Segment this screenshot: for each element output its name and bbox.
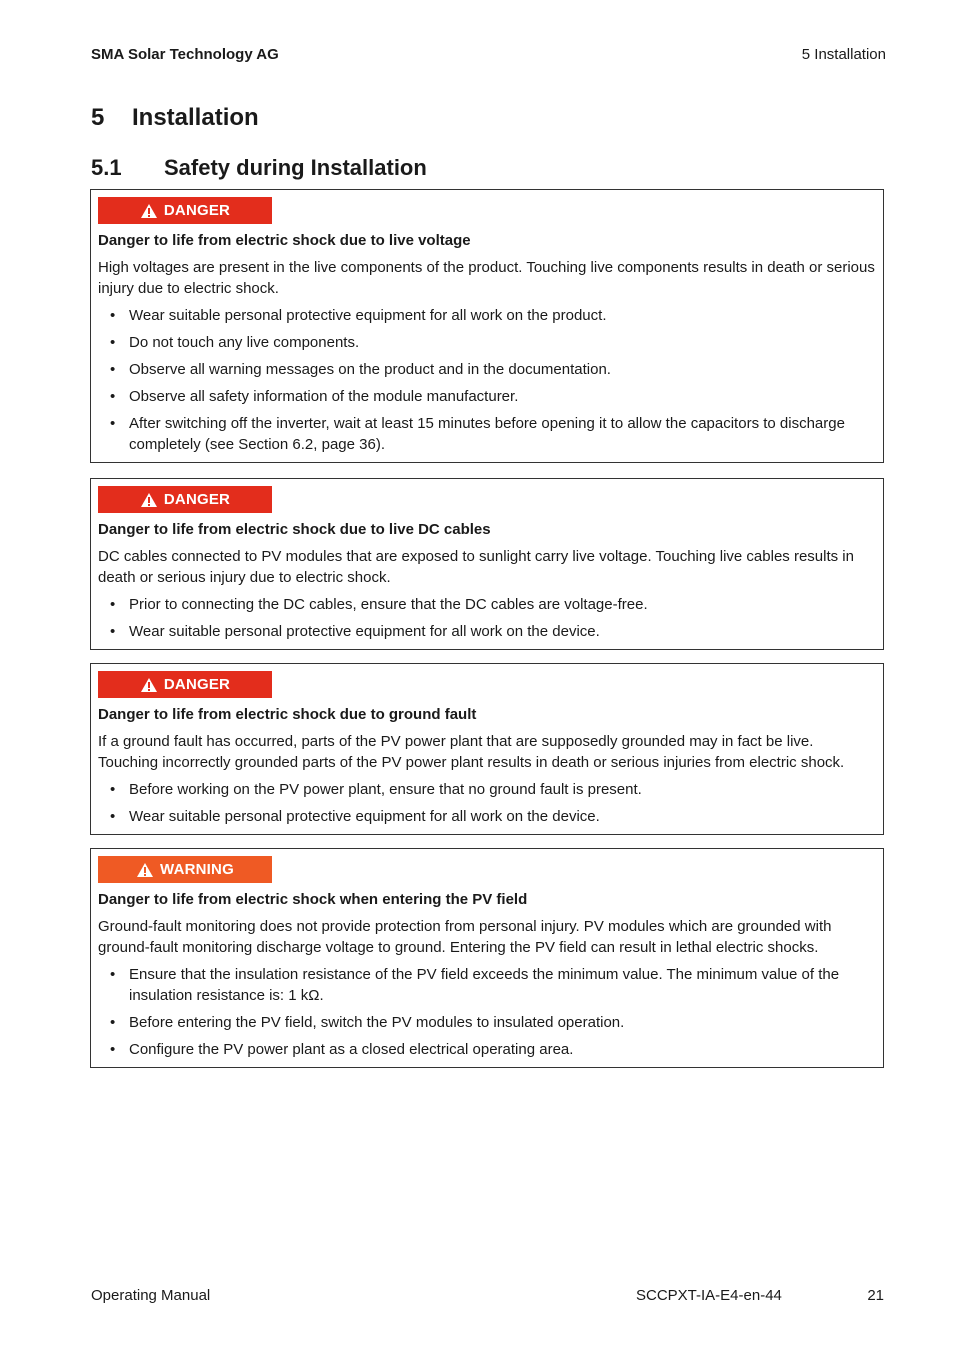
bullet-icon: • — [110, 334, 116, 351]
section-number: 5.1 — [91, 155, 122, 180]
footer-page-number: 21 — [867, 1287, 884, 1304]
list-item — [98, 594, 875, 615]
notice-action-list — [98, 964, 875, 1060]
bullet-icon: • — [110, 1014, 116, 1031]
section-title: Safety during Installation — [164, 155, 427, 180]
list-item — [98, 359, 875, 380]
danger-badge — [98, 486, 272, 513]
bullet-icon: • — [110, 781, 116, 798]
header-company: SMA Solar Technology AG — [91, 46, 279, 63]
bullet-icon: • — [110, 808, 116, 825]
notice-level-label: DANGER — [163, 202, 231, 219]
notice-title: Danger to life from electric shock due to ground fault — [98, 706, 477, 723]
safety-notice-box — [90, 663, 884, 835]
warning-triangle-icon — [140, 492, 158, 508]
bullet-icon: • — [110, 388, 116, 405]
notice-title: Danger to life from electric shock due to live DC cables — [98, 521, 491, 538]
list-item-text: Before working on the PV power plant, ensure that no ground fault is present. — [129, 781, 642, 798]
notice-description: High voltages are present in the live components of the product. Touching live components results in death or serious injury due to electric shock. — [98, 259, 875, 297]
list-item-text: Do not touch any live components. — [129, 334, 360, 351]
footer-doc-type: Operating Manual — [91, 1287, 211, 1304]
warning-triangle-icon — [140, 677, 158, 693]
bullet-icon: • — [110, 361, 116, 378]
list-item — [98, 806, 875, 827]
chapter-heading — [91, 104, 259, 132]
list-item — [98, 332, 875, 353]
list-item — [98, 1039, 875, 1060]
footer-doc-code: SCCPXT-IA-E4-en-44 — [636, 1287, 782, 1304]
danger-badge — [98, 197, 272, 224]
notice-title: Danger to life from electric shock when entering the PV field — [98, 891, 528, 908]
header-section: 5 Installation — [801, 46, 886, 63]
list-item-text: Configure the PV power plant as a closed electrical operating area. — [129, 1041, 574, 1058]
notice-title: Danger to life from electric shock due to live voltage — [98, 232, 471, 249]
list-item — [98, 964, 875, 1006]
notice-description: DC cables connected to PV modules that are exposed to sunlight carry live voltage. Touching live cables results in death or serious injury due to electric shock. — [98, 548, 854, 586]
bullet-icon: • — [110, 623, 116, 640]
list-item-text: Ensure that the insulation resistance of the PV field exceeds the minimum value. The minimum value of the insulation resistance is: 1 kΩ. — [129, 966, 840, 1004]
notice-description: If a ground fault has occurred, parts of the PV power plant that are supposedly grounded may in fact be live. Touching incorrectly grounded parts of the PV power plant results in death or serious injuries from electric shock. — [98, 733, 845, 771]
list-item — [98, 305, 875, 326]
danger-badge — [98, 671, 272, 698]
list-item — [98, 779, 875, 800]
notice-level-label: DANGER — [163, 491, 231, 508]
chapter-title: Installation — [132, 104, 259, 131]
bullet-icon: • — [110, 1041, 116, 1058]
section-heading — [91, 155, 427, 181]
notice-action-list — [98, 779, 875, 827]
list-item — [98, 386, 875, 407]
list-item-text: Observe all safety information of the module manufacturer. — [129, 388, 519, 405]
list-item-text: Wear suitable personal protective equipment for all work on the product. — [129, 307, 607, 324]
warning-triangle-icon — [140, 203, 158, 219]
list-item — [98, 621, 875, 642]
notice-level-label: DANGER — [163, 676, 231, 693]
notice-action-list — [98, 594, 875, 642]
warning-badge — [98, 856, 272, 883]
list-item-text: Observe all warning messages on the product and in the documentation. — [129, 361, 611, 378]
list-item-text: Prior to connecting the DC cables, ensure that the DC cables are voltage-free. — [129, 596, 648, 613]
list-item — [98, 413, 875, 455]
warning-triangle-icon — [136, 862, 154, 878]
notice-description: Ground-fault monitoring does not provide protection from personal injury. PV modules which are grounded with ground-fault monitoring discharge voltage to ground. Entering the PV field can result in lethal electric shocks. — [98, 918, 832, 956]
list-item-text: Wear suitable personal protective equipment for all work on the device. — [129, 808, 600, 825]
bullet-icon: • — [110, 307, 116, 324]
bullet-icon: • — [110, 415, 116, 432]
bullet-icon: • — [110, 596, 116, 613]
list-item-text: Wear suitable personal protective equipment for all work on the device. — [129, 623, 600, 640]
list-item-text: Before entering the PV field, switch the PV modules to insulated operation. — [129, 1014, 625, 1031]
notice-action-list — [98, 305, 875, 455]
safety-notice-box — [90, 848, 884, 1068]
list-item — [98, 1012, 875, 1033]
safety-notice-box — [90, 478, 884, 650]
notice-level-label: WARNING — [160, 861, 234, 878]
safety-notice-box — [90, 189, 884, 463]
bullet-icon: • — [110, 966, 116, 983]
list-item-text: After switching off the inverter, wait at least 15 minutes before opening it to allow the capacitors to discharge completely (see Section 6.2, page 36). — [129, 415, 845, 453]
chapter-number: 5 — [91, 104, 105, 131]
